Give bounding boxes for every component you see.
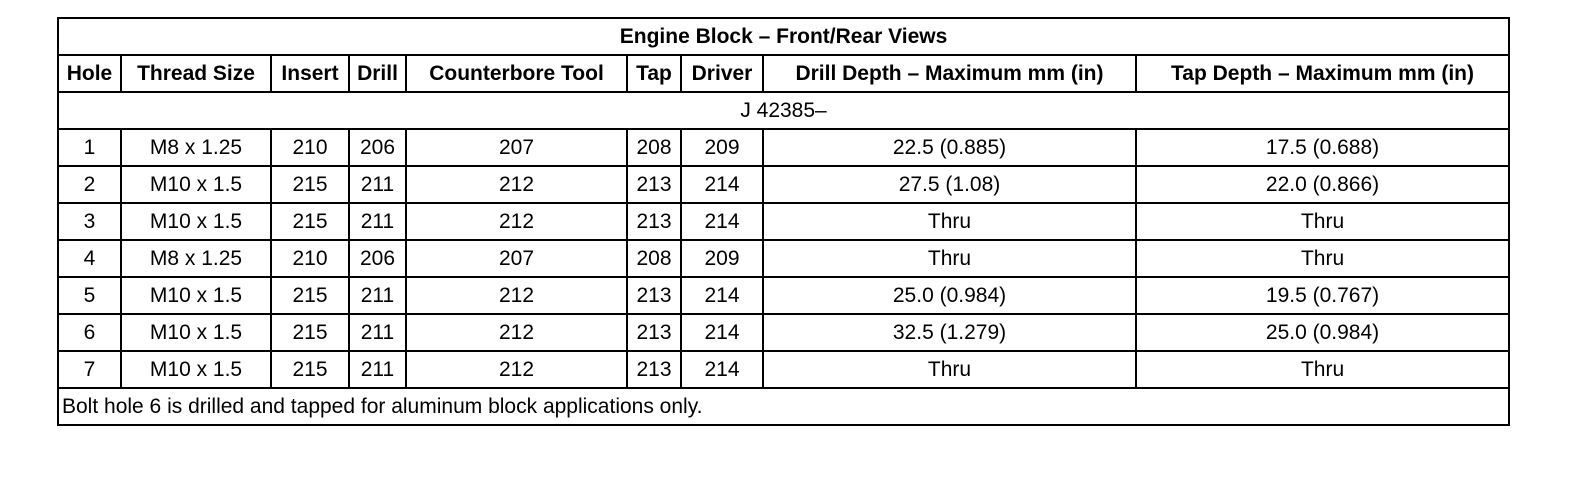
cell-thread-size: M10 x 1.5 [121, 351, 271, 388]
cell-insert: 215 [271, 203, 349, 240]
cell-drill: 211 [349, 351, 406, 388]
cell-drill-depth: 25.0 (0.984) [763, 277, 1136, 314]
cell-drill: 211 [349, 277, 406, 314]
cell-hole: 3 [58, 203, 121, 240]
kit-label: J 42385– [58, 92, 1509, 129]
cell-driver: 214 [681, 314, 763, 351]
footnote-row [58, 388, 1509, 425]
header-tap: Tap [627, 55, 681, 92]
table-row [58, 277, 1509, 314]
cell-drill: 211 [349, 203, 406, 240]
cell-drill: 211 [349, 166, 406, 203]
header-tap-depth: Tap Depth – Maximum mm (in) [1136, 55, 1509, 92]
cell-counterbore-tool: 212 [406, 277, 627, 314]
cell-counterbore-tool: 207 [406, 129, 627, 166]
cell-insert: 210 [271, 129, 349, 166]
table-row [58, 314, 1509, 351]
cell-hole: 7 [58, 351, 121, 388]
cell-hole: 6 [58, 314, 121, 351]
header-drill: Drill [349, 55, 406, 92]
table-row [58, 240, 1509, 277]
cell-tap: 213 [627, 203, 681, 240]
cell-tap: 213 [627, 351, 681, 388]
header-driver: Driver [681, 55, 763, 92]
cell-tap-depth: Thru [1136, 351, 1509, 388]
header-insert: Insert [271, 55, 349, 92]
cell-driver: 209 [681, 129, 763, 166]
cell-thread-size: M8 x 1.25 [121, 129, 271, 166]
cell-tap: 208 [627, 240, 681, 277]
table-row [58, 129, 1509, 166]
cell-driver: 214 [681, 277, 763, 314]
cell-tap: 213 [627, 166, 681, 203]
cell-insert: 215 [271, 166, 349, 203]
cell-drill-depth: 22.5 (0.885) [763, 129, 1136, 166]
cell-tap-depth: 17.5 (0.688) [1136, 129, 1509, 166]
cell-thread-size: M10 x 1.5 [121, 203, 271, 240]
cell-insert: 215 [271, 277, 349, 314]
cell-counterbore-tool: 212 [406, 203, 627, 240]
cell-tap: 213 [627, 277, 681, 314]
cell-tap: 213 [627, 314, 681, 351]
cell-tap: 208 [627, 129, 681, 166]
cell-counterbore-tool: 212 [406, 166, 627, 203]
kit-row [58, 92, 1509, 129]
header-thread-size: Thread Size [121, 55, 271, 92]
footnote: Bolt hole 6 is drilled and tapped for aluminum block applications only. [58, 388, 1509, 425]
cell-drill-depth: 27.5 (1.08) [763, 166, 1136, 203]
cell-counterbore-tool: 212 [406, 314, 627, 351]
header-counterbore-tool: Counterbore Tool [406, 55, 627, 92]
engine-block-spec-table [57, 17, 1510, 426]
cell-drill: 206 [349, 129, 406, 166]
cell-tap-depth: 22.0 (0.866) [1136, 166, 1509, 203]
cell-driver: 214 [681, 166, 763, 203]
table-row [58, 351, 1509, 388]
header-drill-depth: Drill Depth – Maximum mm (in) [763, 55, 1136, 92]
cell-drill-depth: Thru [763, 351, 1136, 388]
cell-hole: 2 [58, 166, 121, 203]
cell-drill: 206 [349, 240, 406, 277]
cell-insert: 210 [271, 240, 349, 277]
cell-thread-size: M10 x 1.5 [121, 277, 271, 314]
cell-thread-size: M8 x 1.25 [121, 240, 271, 277]
cell-drill-depth: 32.5 (1.279) [763, 314, 1136, 351]
cell-driver: 214 [681, 203, 763, 240]
cell-tap-depth: 25.0 (0.984) [1136, 314, 1509, 351]
cell-drill: 211 [349, 314, 406, 351]
table-title: Engine Block – Front/Rear Views [58, 18, 1509, 55]
cell-insert: 215 [271, 314, 349, 351]
cell-insert: 215 [271, 351, 349, 388]
table-row [58, 166, 1509, 203]
header-row [58, 55, 1509, 92]
cell-hole: 5 [58, 277, 121, 314]
cell-tap-depth: Thru [1136, 203, 1509, 240]
cell-thread-size: M10 x 1.5 [121, 166, 271, 203]
cell-counterbore-tool: 212 [406, 351, 627, 388]
cell-hole: 4 [58, 240, 121, 277]
cell-driver: 209 [681, 240, 763, 277]
table-row [58, 203, 1509, 240]
title-row [58, 18, 1509, 55]
cell-drill-depth: Thru [763, 203, 1136, 240]
cell-tap-depth: 19.5 (0.767) [1136, 277, 1509, 314]
header-hole: Hole [58, 55, 121, 92]
cell-counterbore-tool: 207 [406, 240, 627, 277]
cell-drill-depth: Thru [763, 240, 1136, 277]
cell-thread-size: M10 x 1.5 [121, 314, 271, 351]
cell-hole: 1 [58, 129, 121, 166]
cell-driver: 214 [681, 351, 763, 388]
cell-tap-depth: Thru [1136, 240, 1509, 277]
